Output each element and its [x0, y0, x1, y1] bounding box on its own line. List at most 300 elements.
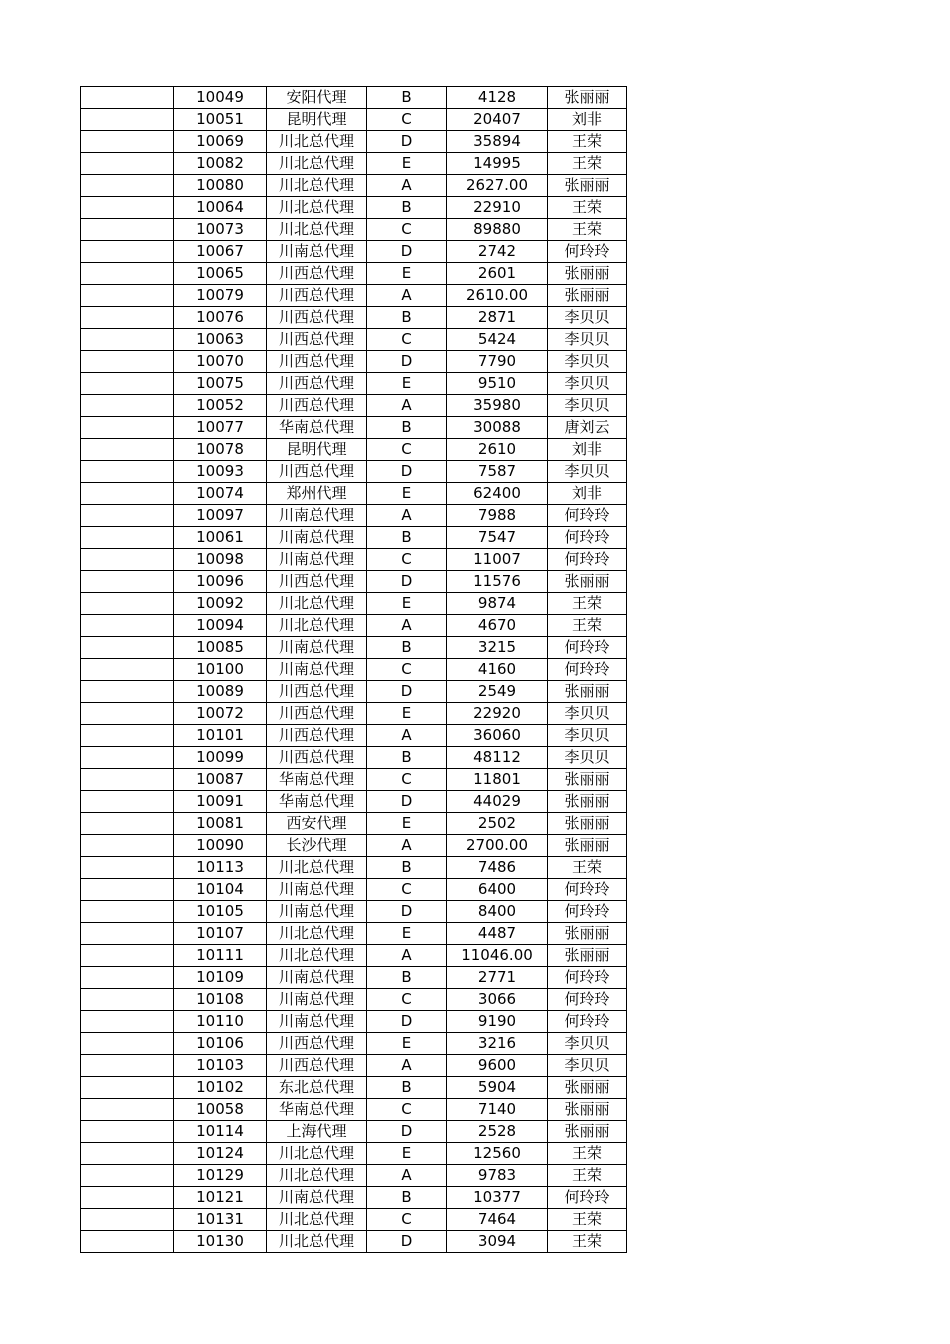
order-id-cell[interactable]: 10090 — [174, 835, 267, 857]
salesperson-cell[interactable]: 王荣 — [548, 857, 627, 879]
blank-cell[interactable] — [81, 505, 174, 527]
amount-cell[interactable]: 35980 — [447, 395, 548, 417]
grade-cell[interactable]: D — [367, 1231, 447, 1253]
blank-cell[interactable] — [81, 549, 174, 571]
order-id-cell[interactable]: 10061 — [174, 527, 267, 549]
grade-cell[interactable]: D — [367, 241, 447, 263]
amount-cell[interactable]: 2610.00 — [447, 285, 548, 307]
agent-cell[interactable]: 长沙代理 — [267, 835, 367, 857]
agent-cell[interactable]: 川西总代理 — [267, 1033, 367, 1055]
salesperson-cell[interactable]: 何玲玲 — [548, 241, 627, 263]
grade-cell[interactable]: A — [367, 285, 447, 307]
blank-cell[interactable] — [81, 1033, 174, 1055]
amount-cell[interactable]: 9600 — [447, 1055, 548, 1077]
agent-cell[interactable]: 川北总代理 — [267, 857, 367, 879]
salesperson-cell[interactable]: 王荣 — [548, 197, 627, 219]
blank-cell[interactable] — [81, 483, 174, 505]
agent-cell[interactable]: 川西总代理 — [267, 461, 367, 483]
agent-cell[interactable]: 川南总代理 — [267, 527, 367, 549]
blank-cell[interactable] — [81, 175, 174, 197]
salesperson-cell[interactable]: 王荣 — [548, 131, 627, 153]
grade-cell[interactable]: A — [367, 1165, 447, 1187]
order-id-cell[interactable]: 10077 — [174, 417, 267, 439]
salesperson-cell[interactable]: 李贝贝 — [548, 747, 627, 769]
agent-cell[interactable]: 川北总代理 — [267, 1165, 367, 1187]
grade-cell[interactable]: C — [367, 879, 447, 901]
amount-cell[interactable]: 2742 — [447, 241, 548, 263]
grade-cell[interactable]: E — [367, 813, 447, 835]
grade-cell[interactable]: A — [367, 175, 447, 197]
amount-cell[interactable]: 7587 — [447, 461, 548, 483]
grade-cell[interactable]: C — [367, 769, 447, 791]
blank-cell[interactable] — [81, 1143, 174, 1165]
order-id-cell[interactable]: 10098 — [174, 549, 267, 571]
amount-cell[interactable]: 9783 — [447, 1165, 548, 1187]
salesperson-cell[interactable]: 张丽丽 — [548, 87, 627, 109]
order-id-cell[interactable]: 10131 — [174, 1209, 267, 1231]
grade-cell[interactable]: D — [367, 1011, 447, 1033]
order-id-cell[interactable]: 10108 — [174, 989, 267, 1011]
amount-cell[interactable]: 11801 — [447, 769, 548, 791]
grade-cell[interactable]: E — [367, 153, 447, 175]
amount-cell[interactable]: 30088 — [447, 417, 548, 439]
amount-cell[interactable]: 2528 — [447, 1121, 548, 1143]
grade-cell[interactable]: D — [367, 1121, 447, 1143]
grade-cell[interactable]: C — [367, 109, 447, 131]
agent-cell[interactable]: 川北总代理 — [267, 153, 367, 175]
agent-cell[interactable]: 川北总代理 — [267, 615, 367, 637]
agent-cell[interactable]: 东北总代理 — [267, 1077, 367, 1099]
order-id-cell[interactable]: 10105 — [174, 901, 267, 923]
order-id-cell[interactable]: 10107 — [174, 923, 267, 945]
blank-cell[interactable] — [81, 967, 174, 989]
salesperson-cell[interactable]: 张丽丽 — [548, 835, 627, 857]
order-id-cell[interactable]: 10051 — [174, 109, 267, 131]
agent-cell[interactable]: 川南总代理 — [267, 1187, 367, 1209]
agent-cell[interactable]: 川南总代理 — [267, 637, 367, 659]
blank-cell[interactable] — [81, 747, 174, 769]
salesperson-cell[interactable]: 王荣 — [548, 219, 627, 241]
order-id-cell[interactable]: 10076 — [174, 307, 267, 329]
agent-cell[interactable]: 川南总代理 — [267, 1011, 367, 1033]
salesperson-cell[interactable]: 刘非 — [548, 109, 627, 131]
salesperson-cell[interactable]: 李贝贝 — [548, 373, 627, 395]
salesperson-cell[interactable]: 张丽丽 — [548, 285, 627, 307]
agent-cell[interactable]: 川北总代理 — [267, 945, 367, 967]
amount-cell[interactable]: 2627.00 — [447, 175, 548, 197]
agent-cell[interactable]: 川北总代理 — [267, 1143, 367, 1165]
blank-cell[interactable] — [81, 1121, 174, 1143]
order-id-cell[interactable]: 10094 — [174, 615, 267, 637]
order-id-cell[interactable]: 10075 — [174, 373, 267, 395]
grade-cell[interactable]: D — [367, 681, 447, 703]
salesperson-cell[interactable]: 张丽丽 — [548, 769, 627, 791]
order-id-cell[interactable]: 10074 — [174, 483, 267, 505]
agent-cell[interactable]: 华南总代理 — [267, 769, 367, 791]
agent-cell[interactable]: 川南总代理 — [267, 659, 367, 681]
grade-cell[interactable]: C — [367, 329, 447, 351]
salesperson-cell[interactable]: 何玲玲 — [548, 1187, 627, 1209]
amount-cell[interactable]: 2700.00 — [447, 835, 548, 857]
agent-cell[interactable]: 川西总代理 — [267, 1055, 367, 1077]
agent-cell[interactable]: 郑州代理 — [267, 483, 367, 505]
salesperson-cell[interactable]: 李贝贝 — [548, 703, 627, 725]
amount-cell[interactable]: 89880 — [447, 219, 548, 241]
blank-cell[interactable] — [81, 109, 174, 131]
agent-cell[interactable]: 川西总代理 — [267, 329, 367, 351]
grade-cell[interactable]: A — [367, 725, 447, 747]
order-id-cell[interactable]: 10070 — [174, 351, 267, 373]
order-id-cell[interactable]: 10052 — [174, 395, 267, 417]
order-id-cell[interactable]: 10124 — [174, 1143, 267, 1165]
grade-cell[interactable]: E — [367, 483, 447, 505]
agent-cell[interactable]: 安阳代理 — [267, 87, 367, 109]
amount-cell[interactable]: 7486 — [447, 857, 548, 879]
order-id-cell[interactable]: 10102 — [174, 1077, 267, 1099]
grade-cell[interactable]: E — [367, 373, 447, 395]
blank-cell[interactable] — [81, 131, 174, 153]
agent-cell[interactable]: 川西总代理 — [267, 263, 367, 285]
grade-cell[interactable]: C — [367, 1099, 447, 1121]
salesperson-cell[interactable]: 刘非 — [548, 483, 627, 505]
order-id-cell[interactable]: 10121 — [174, 1187, 267, 1209]
salesperson-cell[interactable]: 王荣 — [548, 1209, 627, 1231]
order-id-cell[interactable]: 10114 — [174, 1121, 267, 1143]
salesperson-cell[interactable]: 何玲玲 — [548, 637, 627, 659]
salesperson-cell[interactable]: 张丽丽 — [548, 1121, 627, 1143]
amount-cell[interactable]: 2610 — [447, 439, 548, 461]
blank-cell[interactable] — [81, 769, 174, 791]
agent-cell[interactable]: 川西总代理 — [267, 373, 367, 395]
amount-cell[interactable]: 4487 — [447, 923, 548, 945]
amount-cell[interactable]: 3094 — [447, 1231, 548, 1253]
salesperson-cell[interactable]: 李贝贝 — [548, 1055, 627, 1077]
order-id-cell[interactable]: 10104 — [174, 879, 267, 901]
order-id-cell[interactable]: 10099 — [174, 747, 267, 769]
salesperson-cell[interactable]: 王荣 — [548, 1231, 627, 1253]
order-id-cell[interactable]: 10096 — [174, 571, 267, 593]
salesperson-cell[interactable]: 何玲玲 — [548, 989, 627, 1011]
amount-cell[interactable]: 35894 — [447, 131, 548, 153]
agent-cell[interactable]: 川西总代理 — [267, 725, 367, 747]
agent-cell[interactable]: 川南总代理 — [267, 505, 367, 527]
amount-cell[interactable]: 4128 — [447, 87, 548, 109]
grade-cell[interactable]: A — [367, 505, 447, 527]
amount-cell[interactable]: 36060 — [447, 725, 548, 747]
amount-cell[interactable]: 5424 — [447, 329, 548, 351]
salesperson-cell[interactable]: 何玲玲 — [548, 505, 627, 527]
order-id-cell[interactable]: 10058 — [174, 1099, 267, 1121]
blank-cell[interactable] — [81, 241, 174, 263]
blank-cell[interactable] — [81, 923, 174, 945]
amount-cell[interactable]: 11576 — [447, 571, 548, 593]
grade-cell[interactable]: B — [367, 967, 447, 989]
amount-cell[interactable]: 62400 — [447, 483, 548, 505]
salesperson-cell[interactable]: 李贝贝 — [548, 1033, 627, 1055]
blank-cell[interactable] — [81, 791, 174, 813]
salesperson-cell[interactable]: 李贝贝 — [548, 307, 627, 329]
amount-cell[interactable]: 7790 — [447, 351, 548, 373]
grade-cell[interactable]: B — [367, 307, 447, 329]
amount-cell[interactable]: 4670 — [447, 615, 548, 637]
blank-cell[interactable] — [81, 1187, 174, 1209]
salesperson-cell[interactable]: 王荣 — [548, 1143, 627, 1165]
order-id-cell[interactable]: 10065 — [174, 263, 267, 285]
grade-cell[interactable]: D — [367, 571, 447, 593]
grade-cell[interactable]: A — [367, 615, 447, 637]
order-id-cell[interactable]: 10113 — [174, 857, 267, 879]
salesperson-cell[interactable]: 李贝贝 — [548, 725, 627, 747]
amount-cell[interactable]: 2502 — [447, 813, 548, 835]
amount-cell[interactable]: 6400 — [447, 879, 548, 901]
salesperson-cell[interactable]: 何玲玲 — [548, 1011, 627, 1033]
agent-cell[interactable]: 川西总代理 — [267, 307, 367, 329]
salesperson-cell[interactable]: 张丽丽 — [548, 263, 627, 285]
grade-cell[interactable]: D — [367, 791, 447, 813]
order-id-cell[interactable]: 10106 — [174, 1033, 267, 1055]
order-id-cell[interactable]: 10129 — [174, 1165, 267, 1187]
order-id-cell[interactable]: 10130 — [174, 1231, 267, 1253]
blank-cell[interactable] — [81, 901, 174, 923]
order-id-cell[interactable]: 10072 — [174, 703, 267, 725]
salesperson-cell[interactable]: 李贝贝 — [548, 395, 627, 417]
agent-cell[interactable]: 川南总代理 — [267, 241, 367, 263]
grade-cell[interactable]: E — [367, 923, 447, 945]
agent-cell[interactable]: 川北总代理 — [267, 219, 367, 241]
grade-cell[interactable]: D — [367, 131, 447, 153]
amount-cell[interactable]: 8400 — [447, 901, 548, 923]
agent-cell[interactable]: 川北总代理 — [267, 175, 367, 197]
agent-cell[interactable]: 上海代理 — [267, 1121, 367, 1143]
agent-cell[interactable]: 川西总代理 — [267, 285, 367, 307]
grade-cell[interactable]: B — [367, 637, 447, 659]
salesperson-cell[interactable]: 张丽丽 — [548, 1099, 627, 1121]
grade-cell[interactable]: C — [367, 989, 447, 1011]
agent-cell[interactable]: 川西总代理 — [267, 703, 367, 725]
grade-cell[interactable]: A — [367, 1055, 447, 1077]
agent-cell[interactable]: 川南总代理 — [267, 901, 367, 923]
agent-cell[interactable]: 川南总代理 — [267, 967, 367, 989]
amount-cell[interactable]: 22920 — [447, 703, 548, 725]
amount-cell[interactable]: 4160 — [447, 659, 548, 681]
agent-cell[interactable]: 华南总代理 — [267, 1099, 367, 1121]
order-id-cell[interactable]: 10063 — [174, 329, 267, 351]
salesperson-cell[interactable]: 张丽丽 — [548, 175, 627, 197]
blank-cell[interactable] — [81, 373, 174, 395]
salesperson-cell[interactable]: 唐刘云 — [548, 417, 627, 439]
agent-cell[interactable]: 昆明代理 — [267, 109, 367, 131]
salesperson-cell[interactable]: 王荣 — [548, 1165, 627, 1187]
salesperson-cell[interactable]: 张丽丽 — [548, 571, 627, 593]
blank-cell[interactable] — [81, 813, 174, 835]
blank-cell[interactable] — [81, 153, 174, 175]
salesperson-cell[interactable]: 张丽丽 — [548, 791, 627, 813]
amount-cell[interactable]: 7464 — [447, 1209, 548, 1231]
amount-cell[interactable]: 48112 — [447, 747, 548, 769]
amount-cell[interactable]: 7140 — [447, 1099, 548, 1121]
order-id-cell[interactable]: 10111 — [174, 945, 267, 967]
salesperson-cell[interactable]: 刘非 — [548, 439, 627, 461]
blank-cell[interactable] — [81, 681, 174, 703]
agent-cell[interactable]: 华南总代理 — [267, 417, 367, 439]
order-id-cell[interactable]: 10089 — [174, 681, 267, 703]
salesperson-cell[interactable]: 王荣 — [548, 153, 627, 175]
blank-cell[interactable] — [81, 329, 174, 351]
salesperson-cell[interactable]: 王荣 — [548, 615, 627, 637]
blank-cell[interactable] — [81, 219, 174, 241]
blank-cell[interactable] — [81, 593, 174, 615]
salesperson-cell[interactable]: 何玲玲 — [548, 527, 627, 549]
amount-cell[interactable]: 12560 — [447, 1143, 548, 1165]
order-id-cell[interactable]: 10082 — [174, 153, 267, 175]
blank-cell[interactable] — [81, 263, 174, 285]
agent-cell[interactable]: 川西总代理 — [267, 351, 367, 373]
amount-cell[interactable]: 9510 — [447, 373, 548, 395]
agent-cell[interactable]: 川南总代理 — [267, 989, 367, 1011]
blank-cell[interactable] — [81, 351, 174, 373]
grade-cell[interactable]: B — [367, 857, 447, 879]
order-id-cell[interactable]: 10101 — [174, 725, 267, 747]
grade-cell[interactable]: D — [367, 461, 447, 483]
blank-cell[interactable] — [81, 285, 174, 307]
blank-cell[interactable] — [81, 1011, 174, 1033]
order-id-cell[interactable]: 10067 — [174, 241, 267, 263]
salesperson-cell[interactable]: 李贝贝 — [548, 461, 627, 483]
agent-cell[interactable]: 川西总代理 — [267, 395, 367, 417]
blank-cell[interactable] — [81, 637, 174, 659]
agent-cell[interactable]: 西安代理 — [267, 813, 367, 835]
grade-cell[interactable]: C — [367, 549, 447, 571]
agent-cell[interactable]: 川北总代理 — [267, 131, 367, 153]
amount-cell[interactable]: 7547 — [447, 527, 548, 549]
grade-cell[interactable]: D — [367, 351, 447, 373]
agent-cell[interactable]: 昆明代理 — [267, 439, 367, 461]
blank-cell[interactable] — [81, 1055, 174, 1077]
amount-cell[interactable]: 2601 — [447, 263, 548, 285]
agent-cell[interactable]: 川西总代理 — [267, 571, 367, 593]
blank-cell[interactable] — [81, 659, 174, 681]
amount-cell[interactable]: 2871 — [447, 307, 548, 329]
salesperson-cell[interactable]: 张丽丽 — [548, 813, 627, 835]
grade-cell[interactable]: B — [367, 87, 447, 109]
grade-cell[interactable]: B — [367, 1187, 447, 1209]
blank-cell[interactable] — [81, 1231, 174, 1253]
agent-cell[interactable]: 川北总代理 — [267, 197, 367, 219]
salesperson-cell[interactable]: 何玲玲 — [548, 549, 627, 571]
amount-cell[interactable]: 2549 — [447, 681, 548, 703]
amount-cell[interactable]: 7988 — [447, 505, 548, 527]
blank-cell[interactable] — [81, 615, 174, 637]
blank-cell[interactable] — [81, 1209, 174, 1231]
grade-cell[interactable]: C — [367, 659, 447, 681]
grade-cell[interactable]: B — [367, 747, 447, 769]
salesperson-cell[interactable]: 何玲玲 — [548, 659, 627, 681]
blank-cell[interactable] — [81, 527, 174, 549]
salesperson-cell[interactable]: 李贝贝 — [548, 329, 627, 351]
blank-cell[interactable] — [81, 197, 174, 219]
grade-cell[interactable]: C — [367, 219, 447, 241]
blank-cell[interactable] — [81, 879, 174, 901]
agent-cell[interactable]: 川西总代理 — [267, 681, 367, 703]
order-id-cell[interactable]: 10087 — [174, 769, 267, 791]
grade-cell[interactable]: E — [367, 1143, 447, 1165]
amount-cell[interactable]: 9874 — [447, 593, 548, 615]
order-id-cell[interactable]: 10049 — [174, 87, 267, 109]
order-id-cell[interactable]: 10080 — [174, 175, 267, 197]
grade-cell[interactable]: C — [367, 439, 447, 461]
agent-cell[interactable]: 川北总代理 — [267, 1209, 367, 1231]
blank-cell[interactable] — [81, 1165, 174, 1187]
order-id-cell[interactable]: 10097 — [174, 505, 267, 527]
grade-cell[interactable]: A — [367, 835, 447, 857]
order-id-cell[interactable]: 10078 — [174, 439, 267, 461]
salesperson-cell[interactable]: 王荣 — [548, 593, 627, 615]
amount-cell[interactable]: 9190 — [447, 1011, 548, 1033]
order-id-cell[interactable]: 10085 — [174, 637, 267, 659]
blank-cell[interactable] — [81, 87, 174, 109]
amount-cell[interactable]: 3216 — [447, 1033, 548, 1055]
grade-cell[interactable]: B — [367, 1077, 447, 1099]
salesperson-cell[interactable]: 张丽丽 — [548, 923, 627, 945]
blank-cell[interactable] — [81, 571, 174, 593]
amount-cell[interactable]: 3215 — [447, 637, 548, 659]
blank-cell[interactable] — [81, 461, 174, 483]
grade-cell[interactable]: C — [367, 1209, 447, 1231]
salesperson-cell[interactable]: 张丽丽 — [548, 945, 627, 967]
blank-cell[interactable] — [81, 835, 174, 857]
grade-cell[interactable]: E — [367, 1033, 447, 1055]
blank-cell[interactable] — [81, 1077, 174, 1099]
order-id-cell[interactable]: 10081 — [174, 813, 267, 835]
order-id-cell[interactable]: 10064 — [174, 197, 267, 219]
agent-cell[interactable]: 川北总代理 — [267, 593, 367, 615]
blank-cell[interactable] — [81, 945, 174, 967]
agent-cell[interactable]: 川北总代理 — [267, 923, 367, 945]
blank-cell[interactable] — [81, 395, 174, 417]
order-id-cell[interactable]: 10079 — [174, 285, 267, 307]
amount-cell[interactable]: 2771 — [447, 967, 548, 989]
order-id-cell[interactable]: 10110 — [174, 1011, 267, 1033]
grade-cell[interactable]: B — [367, 527, 447, 549]
order-id-cell[interactable]: 10073 — [174, 219, 267, 241]
grade-cell[interactable]: D — [367, 901, 447, 923]
blank-cell[interactable] — [81, 307, 174, 329]
blank-cell[interactable] — [81, 725, 174, 747]
grade-cell[interactable]: B — [367, 197, 447, 219]
blank-cell[interactable] — [81, 1099, 174, 1121]
agent-cell[interactable]: 川北总代理 — [267, 1231, 367, 1253]
agent-cell[interactable]: 川西总代理 — [267, 747, 367, 769]
amount-cell[interactable]: 44029 — [447, 791, 548, 813]
order-id-cell[interactable]: 10109 — [174, 967, 267, 989]
order-id-cell[interactable]: 10092 — [174, 593, 267, 615]
order-id-cell[interactable]: 10103 — [174, 1055, 267, 1077]
amount-cell[interactable]: 11046.00 — [447, 945, 548, 967]
grade-cell[interactable]: E — [367, 593, 447, 615]
grade-cell[interactable]: E — [367, 703, 447, 725]
blank-cell[interactable] — [81, 857, 174, 879]
amount-cell[interactable]: 20407 — [447, 109, 548, 131]
amount-cell[interactable]: 3066 — [447, 989, 548, 1011]
amount-cell[interactable]: 11007 — [447, 549, 548, 571]
order-id-cell[interactable]: 10100 — [174, 659, 267, 681]
grade-cell[interactable]: B — [367, 417, 447, 439]
salesperson-cell[interactable]: 李贝贝 — [548, 351, 627, 373]
agent-cell[interactable]: 川南总代理 — [267, 879, 367, 901]
order-id-cell[interactable]: 10093 — [174, 461, 267, 483]
blank-cell[interactable] — [81, 417, 174, 439]
grade-cell[interactable]: A — [367, 945, 447, 967]
